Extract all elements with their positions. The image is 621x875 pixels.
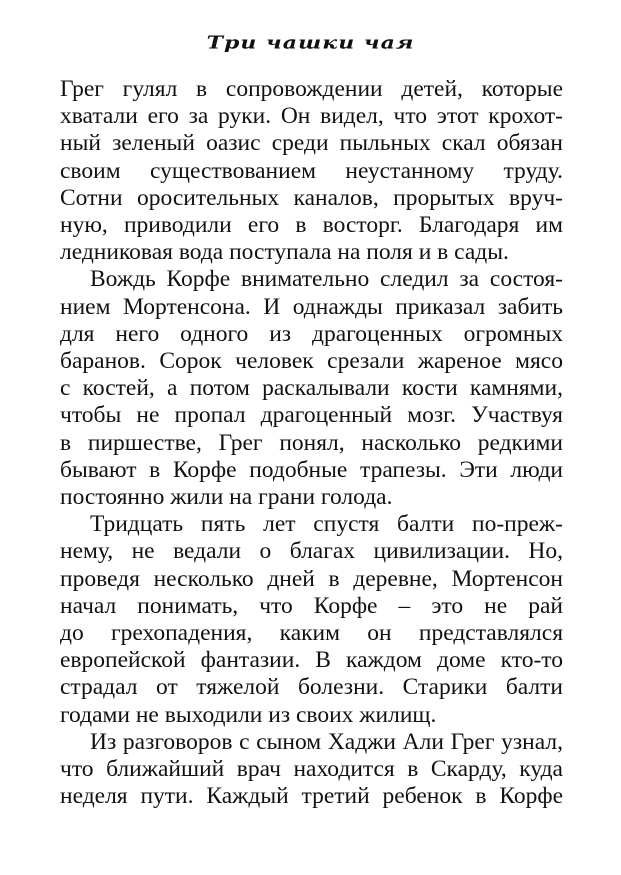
text-line: Грег гулял в сопровождении детей, которые: [60, 76, 563, 102]
running-header: Три чашки чая: [206, 32, 415, 54]
text-line: что ближайший врач находится в Скарду, куда: [60, 756, 563, 783]
paragraph-1: [60, 76, 563, 266]
paragraph-4: [60, 729, 563, 811]
text-line: ную, приводили его в восторг. Благодаря им: [60, 212, 563, 239]
text-line: ный зеленый оазис среди пыльных скал обязан: [60, 130, 563, 157]
text-line: неделя пути. Каждый третий ребенок в Корфе: [60, 783, 563, 810]
text-line: Вождь Корфе внимательно следил за состоя-: [90, 266, 563, 293]
text-line: Тридцать пять лет спустя балти по-преж-: [90, 511, 563, 538]
text-line: Сотни оросительных каналов, прорытых вруч-: [60, 184, 563, 211]
text-line: ледниковая вода поступала на поля и в сады.: [60, 239, 509, 266]
text-line: нему, не ведали о благах цивилизации. Но,: [60, 538, 563, 565]
text-line: в пиршестве, Грег понял, насколько редкими: [60, 429, 563, 456]
text-line: бывают в Корфе подобные трапезы. Эти люди: [60, 456, 563, 483]
text-line: чтобы не пропал драгоценный мозг. Участвуя: [60, 402, 563, 429]
text-line: проведя несколько дней в деревне, Мортенсон: [60, 565, 563, 592]
text-line: постоянно жили на грани голода.: [60, 484, 393, 511]
text-line: годами не выходили из своих жилищ.: [60, 701, 437, 728]
body-text: [60, 76, 563, 810]
text-line: своим существованием неустанному труду.: [60, 157, 563, 184]
text-line: Из разговоров с сыном Хаджи Али Грег узнал,: [90, 728, 563, 755]
text-line: нием Мортенсона. И однажды приказал забить: [60, 293, 563, 320]
text-line: страдал от тяжелой болезни. Старики балти: [60, 674, 563, 701]
text-line: баранов. Сорок человек срезали жареное мясо: [60, 348, 563, 375]
paragraph-3: [60, 511, 563, 729]
text-line: с костей, а потом раскалывали кости камнями,: [60, 375, 563, 402]
text-line: европейской фантазии. В каждом доме кто-то: [60, 647, 563, 674]
text-line: для него одного из драгоценных огромных: [60, 320, 563, 347]
paragraph-2: [60, 266, 563, 511]
text-line: до грехопадения, каким он представлялся: [60, 620, 563, 647]
text-line: хватали его за руки. Он видел, что этот крохот-: [60, 103, 563, 130]
text-line: начал понимать, что Корфе – это не рай: [60, 592, 563, 619]
